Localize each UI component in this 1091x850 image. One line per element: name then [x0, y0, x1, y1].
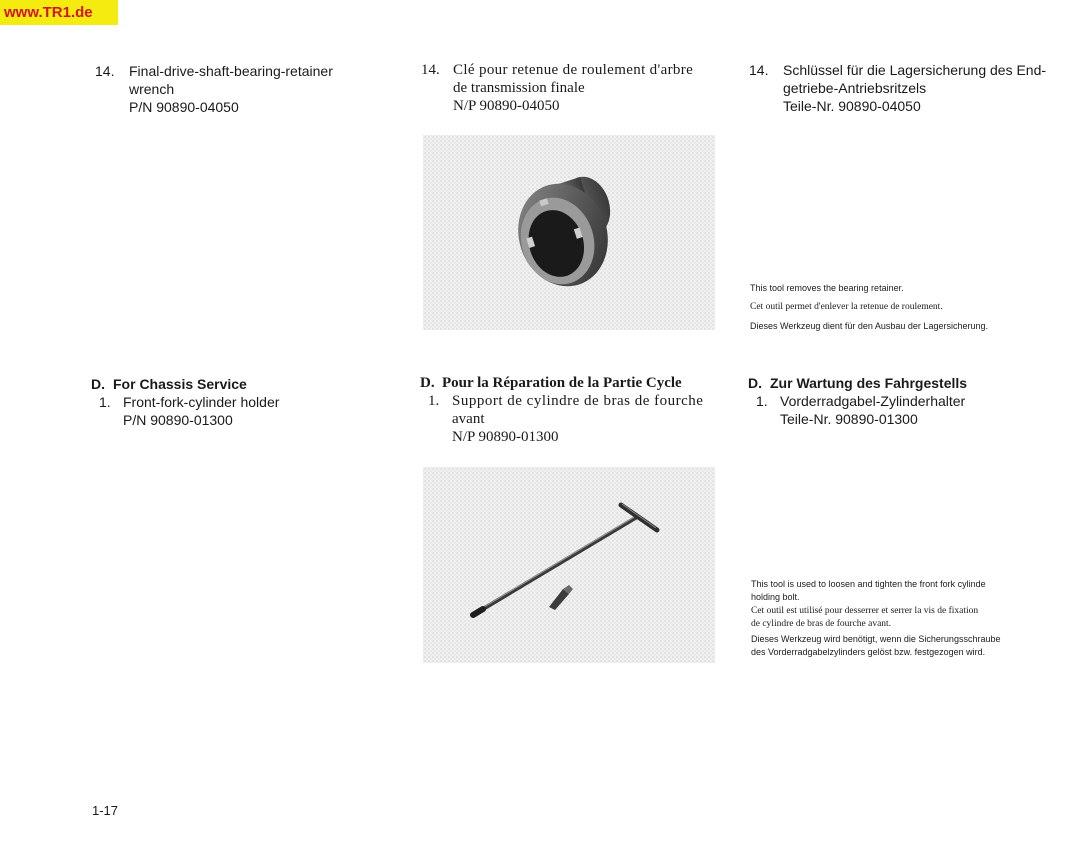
fr-section-d-part-number: N/P 90890-01300	[452, 429, 559, 445]
wrench-socket-image	[423, 135, 715, 330]
de-item-14-line2: getriebe-Antriebsritzels	[783, 80, 927, 96]
fr-item-14	[421, 61, 721, 115]
de-section-d	[748, 374, 1058, 428]
en-section-d-letter: D.	[91, 376, 105, 392]
note2-french-line1: Cet outil est utilisé pour desserrer et serrer la vis de fixation	[751, 606, 979, 616]
en-section-d-item-number: 1.	[99, 394, 111, 410]
fr-section-d-heading	[420, 374, 730, 392]
de-section-d-title: Zur Wartung des Fahrgestells	[770, 375, 968, 391]
note2-english-line2: holding bolt.	[751, 592, 800, 602]
fr-section-d-item-number: 1.	[428, 393, 440, 409]
page-number: 1-17	[92, 803, 119, 818]
fr-section-d-letter: D.	[420, 375, 435, 391]
note2-german-line1: Dieses Werkzeug wird benötigt, wenn die Sicherungsschraube	[751, 634, 1001, 644]
note-bearing-retainer	[750, 282, 1070, 339]
fr-item-14-part-number: N/P 90890-04050	[453, 98, 560, 114]
en-item-14-line2: wrench	[129, 81, 175, 97]
note2-french-line2: de cylindre de bras de fourche avant.	[751, 619, 892, 629]
en-section-d-heading	[91, 375, 391, 393]
en-section-d-part-number: P/N 90890-01300	[123, 412, 233, 428]
fr-item-14-line2: de transmission finale	[453, 80, 585, 96]
de-item-14	[749, 61, 1059, 115]
de-section-d-item-text: Vorderradgabel-Zylinderhalter	[780, 393, 966, 409]
en-section-d-title: For Chassis Service	[113, 376, 247, 392]
front-fork-cylinder-holder-photo	[423, 467, 715, 663]
de-section-d-item-number: 1.	[756, 393, 768, 409]
watermark-logo: www.TR1.de	[0, 0, 118, 25]
en-item-14-line1: Final-drive-shaft-bearing-retainer	[129, 63, 333, 79]
t-handle-tool-image	[423, 467, 715, 663]
note2-german-line2: des Vorderradgabelzylinders gelöst bzw. festgezogen wird.	[751, 647, 986, 657]
de-section-d-part-number: Teile-Nr. 90890-01300	[780, 411, 918, 427]
fr-item-14-number: 14.	[421, 62, 440, 78]
note-fork-cylinder-holder	[751, 578, 1081, 659]
fr-section-d-item-text2: avant	[452, 411, 485, 427]
fr-section-d-item-text1: Support de cylindre de bras de fourche	[452, 393, 704, 409]
en-section-d	[91, 375, 391, 429]
fr-section-d	[420, 374, 730, 446]
note1-french: Cet outil permet d'enlever la retenue de roulement.	[750, 302, 943, 312]
de-item-14-line1: Schlüssel für die Lagersicherung des End-	[783, 62, 1047, 78]
note1-english: This tool removes the bearing retainer.	[750, 283, 904, 293]
en-item-14-part-number: P/N 90890-04050	[129, 99, 239, 115]
fr-section-d-title: Pour la Réparation de la Partie Cycle	[442, 375, 682, 391]
de-section-d-letter: D.	[748, 375, 762, 391]
en-item-14	[95, 62, 395, 116]
de-item-14-number: 14.	[749, 62, 769, 78]
note2-english-line1: This tool is used to loosen and tighten the front fork cylinde	[751, 579, 986, 589]
fr-item-14-line1: Clé pour retenue de roulement d'arbre	[453, 62, 694, 78]
en-section-d-item-text: Front-fork-cylinder holder	[123, 394, 280, 410]
note1-german: Dieses Werkzeug dient für den Ausbau der Lagersicherung.	[750, 321, 988, 331]
bearing-retainer-wrench-photo	[423, 135, 715, 330]
de-section-d-heading	[748, 374, 1058, 392]
de-item-14-part-number: Teile-Nr. 90890-04050	[783, 98, 921, 114]
en-item-14-number: 14.	[95, 63, 115, 79]
